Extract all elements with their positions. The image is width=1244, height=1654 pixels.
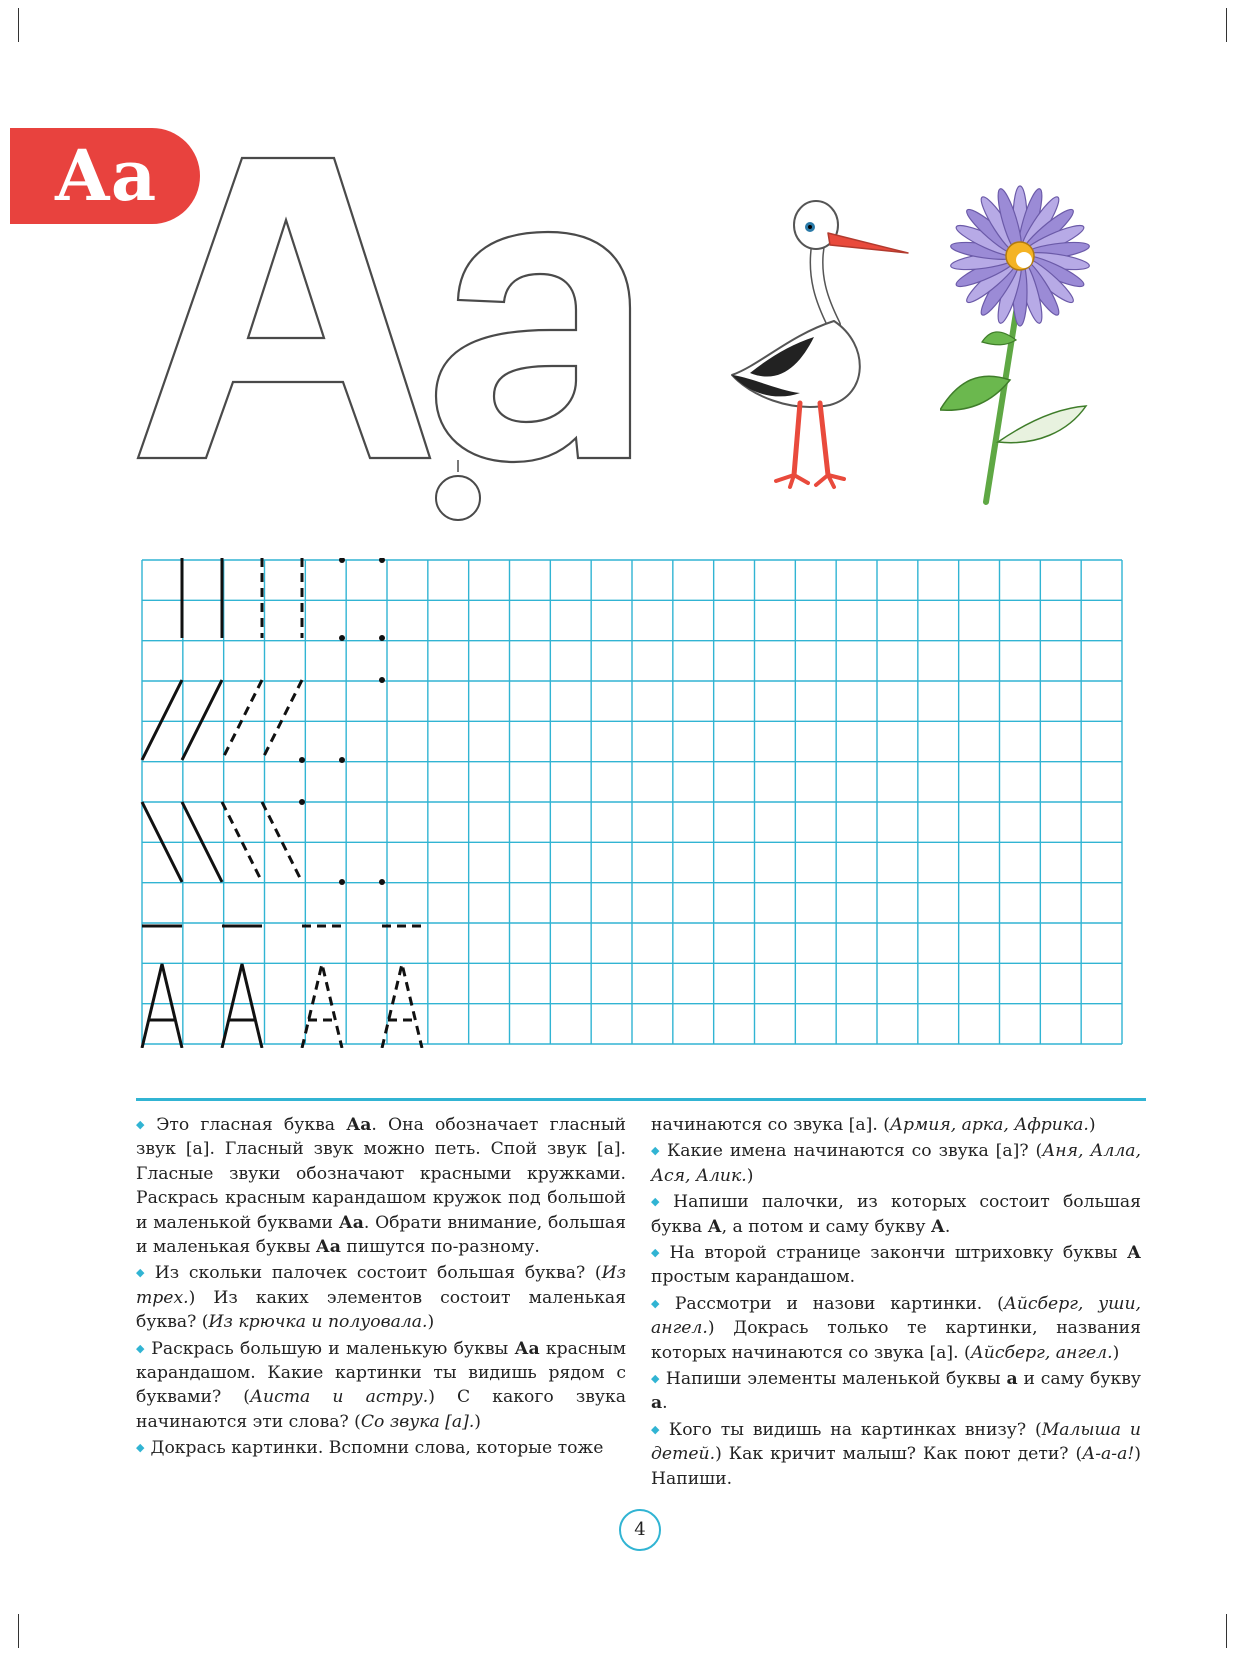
- text-run: ): [1088, 1115, 1096, 1135]
- instruction-paragraph: [651, 1241, 1141, 1290]
- text-run: Раскрась большую и маленькую буквы: [151, 1338, 515, 1359]
- letter-badge: Аа: [10, 128, 200, 224]
- crop-mark: [18, 8, 19, 42]
- bullet-icon: ◆: [136, 1118, 151, 1131]
- bullet-icon: ◆: [651, 1372, 660, 1386]
- text-run: ): [474, 1411, 482, 1432]
- crop-mark: [1226, 1614, 1227, 1648]
- instruction-paragraph: [136, 1436, 626, 1460]
- bullet-icon: ◆: [651, 1422, 663, 1436]
- text-run: и саму букву: [1017, 1369, 1141, 1390]
- bullet-icon: ◆: [651, 1144, 661, 1158]
- text-run: , а потом и саму букву: [721, 1216, 931, 1237]
- text-run: начинаются со звука [а]. (: [651, 1115, 890, 1135]
- text-run: Со звука [а].: [360, 1411, 475, 1432]
- text-run: А: [707, 1216, 722, 1237]
- instruction-paragraph: [651, 1139, 1141, 1188]
- stork-illustration[interactable]: [730, 195, 920, 495]
- text-run: Айсберг, уши, ангел.: [651, 1293, 1141, 1339]
- section-divider: [136, 1098, 1146, 1101]
- text-run: ) Напиши.: [651, 1444, 1141, 1489]
- text-run: Напиши элементы маленькой буквы: [665, 1369, 1007, 1390]
- text-run: А-а-а!: [1082, 1444, 1135, 1465]
- outline-letters-illustration[interactable]: [130, 150, 670, 530]
- instructions-left-column: [136, 1113, 626, 1463]
- bullet-icon: ◆: [136, 1441, 145, 1455]
- crop-mark: [18, 1614, 19, 1648]
- text-run: ): [427, 1312, 435, 1333]
- bullet-icon: ◆: [651, 1246, 664, 1260]
- text-run: Аиста и астру.: [250, 1387, 429, 1408]
- text-run: ): [1112, 1342, 1120, 1363]
- text-run: На второй странице закончи штриховку буквы: [669, 1243, 1127, 1264]
- text-run: Рассмотри и назови картинки. (: [674, 1293, 1004, 1314]
- text-run: Аня, Алла, Ася, Алик.: [651, 1141, 1141, 1186]
- text-run: .: [944, 1216, 951, 1237]
- text-run: Аа: [338, 1212, 364, 1233]
- text-run: Аа: [514, 1338, 540, 1359]
- text-run: Напиши палочки, из которых состоит большая буква: [651, 1192, 1141, 1237]
- instruction-paragraph: [136, 1337, 626, 1435]
- text-run: .: [662, 1393, 668, 1414]
- text-run: Аа: [346, 1115, 372, 1135]
- text-run: Айсберг, ангел.: [970, 1342, 1113, 1363]
- text-run: Из трех.: [136, 1263, 626, 1308]
- text-run: красным карандашом. Какие картинки ты видишь рядом с буквами? (: [136, 1338, 626, 1408]
- text-run: а: [1006, 1369, 1018, 1390]
- instruction-paragraph: [651, 1190, 1141, 1239]
- text-run: ) Докрась только те картинки, названия которых начинаются со звука [а]. (: [651, 1318, 1141, 1363]
- text-run: ) Как кричит малыш? Как поют дети? (: [715, 1444, 1083, 1465]
- instruction-paragraph: [651, 1418, 1141, 1491]
- instruction-paragraph: [136, 1113, 626, 1259]
- text-run: Малыша и детей.: [651, 1419, 1141, 1465]
- text-run: А: [930, 1216, 945, 1237]
- vowel-circle: [436, 476, 480, 520]
- text-run: Докрась картинки. Вспомни слова, которые тоже: [150, 1438, 604, 1459]
- small-a-outline: [436, 232, 630, 462]
- bullet-icon: ◆: [136, 1266, 149, 1280]
- text-run: . Обрати внимание, большая и маленькая буквы: [136, 1212, 626, 1258]
- text-run: ) С какого звука начинаются эти слова? (: [136, 1387, 626, 1432]
- bullet-icon: ◆: [651, 1195, 668, 1209]
- text-run: а: [651, 1393, 663, 1414]
- bullet-icon: ◆: [136, 1341, 146, 1355]
- instruction-paragraph: [651, 1292, 1141, 1365]
- text-run: ): [746, 1165, 754, 1186]
- bullet-icon: ◆: [651, 1296, 669, 1310]
- aster-flower-illustration[interactable]: [940, 180, 1090, 510]
- instruction-paragraph: [651, 1113, 1141, 1137]
- text-run: Армия, арка, Африка.: [889, 1115, 1089, 1135]
- text-run: ) Из каких элементов состоит маленькая буква? (: [136, 1287, 626, 1333]
- instruction-paragraph: [136, 1261, 626, 1334]
- text-run: Из скольки палочек состоит большая буква? (: [154, 1263, 602, 1284]
- text-run: Какие имена начинаются со звука [а]? (: [666, 1141, 1043, 1162]
- text-run: пишутся по-разному.: [340, 1237, 540, 1258]
- text-run: . Она обозначает гласный звук [а]. Гласный звук можно петь. Спой звук [а]. Гласные звуки обозначают красными кружками. Раскрась красным карандашом кружок под большой и маленькой буквами: [136, 1115, 626, 1233]
- writing-grid[interactable]: [140, 558, 1130, 1048]
- page-number: 4: [619, 1509, 661, 1551]
- instructions-right-column: [651, 1113, 1141, 1493]
- text-run: простым карандашом.: [651, 1267, 856, 1288]
- text-run: Кого ты видишь на картинках внизу? (: [668, 1419, 1042, 1440]
- instruction-paragraph: [651, 1367, 1141, 1416]
- text-run: Из крючка и полуовала.: [208, 1312, 428, 1333]
- text-run: Аа: [315, 1237, 341, 1258]
- capital-a-outline: [138, 158, 430, 458]
- text-run: Это гласная буква: [156, 1115, 347, 1135]
- crop-mark: [1226, 8, 1227, 42]
- text-run: А: [1127, 1243, 1141, 1264]
